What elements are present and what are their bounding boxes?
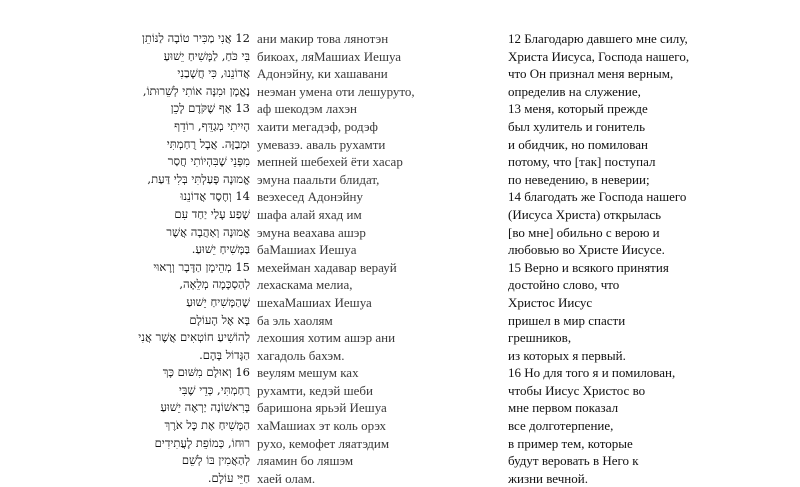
hebrew-line: הָיִיתִי מְגַדֵּף, רוֹדֵף [174, 118, 250, 133]
hebrew-line: 15 מְהֵימָן הַדָּבָר וְרָאוּי [153, 259, 250, 274]
hebrew-line: הַמָּשִׁיחַ אֶת כָּל אֹרֶךְ [164, 418, 250, 433]
hebrew-line: לְהַאֲמִין בּוֹ לְשֵׁם [181, 453, 250, 468]
hebrew-line: שֶׁהַמָּשִׁיחַ יֵשׁוּעַ [186, 294, 250, 309]
russian-line: жизни вечной. [508, 470, 588, 486]
transliteration-line: баМашиах Иешуа [257, 242, 357, 258]
transliteration-line: мехейман хадавар верауй [257, 259, 397, 275]
russian-line: и обидчик, но помилован [508, 136, 648, 152]
russian-line: 13 меня, который прежде [508, 101, 648, 117]
transliteration-line: ляамин бо ляшэм [257, 453, 354, 469]
transliteration-line: хаити мегадэф, родэф [257, 118, 378, 134]
russian-line: Христос Иисус [508, 294, 593, 310]
transliteration-column [257, 30, 467, 487]
hebrew-line: אֲדוֹנֵנוּ, כִּי חֲשָׁבַנִי [177, 66, 250, 81]
transliteration-line: лехаскама мелиа, [257, 277, 353, 293]
hebrew-line: רֻחַמְתִּי, כְּדֵי שֶׁבִּי [178, 382, 250, 397]
russian-line: Христа Иисуса, Господа нашего, [508, 48, 690, 64]
russian-line: 14 благодать же Господа нашего [508, 189, 687, 205]
hebrew-line: בַּמָּשִׁיחַ יֵשׁוּעַ. [191, 242, 250, 257]
russian-line: любовью во Христе Иисусе. [508, 242, 665, 258]
transliteration-line: баришона ярьэй Иешуа [257, 400, 387, 416]
hebrew-line: מִפְּנֵי שֶׁבִּהְיוֹתִי חֲסַר [167, 154, 250, 169]
hebrew-line: נֶאֱמָן וּמִנָּה אוֹתִי לְשֵׁרוּתוֹ, [142, 83, 250, 98]
russian-line: будут веровать в Него к [508, 453, 639, 469]
russian-line: пришел в мир спасти [508, 312, 626, 328]
russian-line: чтобы Иисус Христос во [508, 382, 646, 398]
transliteration-line: бикоах, ляМашиах Иешуа [257, 48, 402, 64]
hebrew-line: 14 וְחֶסֶד אֲדוֹנֵנוּ [180, 189, 250, 204]
transliteration-line: хаей олам. [257, 470, 316, 486]
transliteration-line: ани макир това лянотэн [257, 31, 389, 46]
transliteration-line: веэхесед Адонэйну [257, 189, 364, 205]
transliteration-line: аф шекодэм лахэн [257, 101, 358, 117]
transliteration-line: хаМашиах эт коль орэх [257, 418, 386, 434]
russian-line: 15 Верно и всякого принятия [508, 259, 669, 275]
hebrew-line: 16 וְאוּלָם מִשּׁוּם כָּךְ [162, 365, 250, 380]
russian-line: грешников, [508, 330, 572, 346]
hebrew-line: לְהוֹשִׁיעַ חוֹטְאִים אֲשֶׁר אֲנִי [138, 330, 250, 345]
transliteration-line: умевазэ. аваль рухамти [257, 136, 386, 152]
hebrew-line: אֱמוּנָה וְאַהֲבָה אֲשֶׁר [166, 224, 250, 239]
hebrew-line: בָּא אֶל הָעוֹלָם [189, 312, 250, 327]
russian-line: что Он признал меня верным, [508, 66, 674, 82]
russian-line: 16 Но для того я и помилован, [508, 365, 676, 381]
transliteration-line: эмуна веахава ашэр [257, 224, 366, 240]
russian-line: из которых я первый. [508, 347, 626, 363]
hebrew-line: 12 אֲנִי מַכִּיר טוֹבָה לַנּוֹתֵן [141, 31, 250, 45]
hebrew-line: חַיֵּי עוֹלָם. [207, 470, 250, 485]
transliteration-line: неэман умена оти лешуруто, [257, 83, 415, 99]
transliteration-line: шехаМашиах Иешуа [257, 294, 372, 310]
hebrew-line: לְהַסְכָּמָה מְלֵאָה, [179, 277, 250, 292]
transliteration-line: хагадоль бахэм. [257, 347, 345, 363]
transliteration-line: мепней шебехей ёти хасар [257, 154, 403, 170]
russian-line: [во мне] обильно с верою и [508, 224, 660, 240]
russian-line: в пример тем, которые [508, 435, 633, 451]
transliteration-line: ба эль хаолям [257, 312, 333, 328]
transliteration-line: веулям мешум ках [257, 365, 359, 381]
hebrew-line: רוּחוֹ, כְּמוֹפֵת לָעֲתִידִים [154, 435, 250, 450]
transliteration-line: Адонэйну, ки хашавани [257, 66, 388, 82]
hebrew-line: וּמְבַזֶּה. אֲבָל רֻחַמְתִּי [166, 136, 250, 151]
transliteration-line: рухо, кемофет ляатэдим [257, 435, 390, 451]
hebrew-column [108, 30, 250, 487]
transliteration-line: эмуна паальти блидат, [257, 171, 380, 187]
russian-line: 12 Благодарю давшего мне силу, [508, 31, 688, 46]
russian-column [508, 30, 788, 487]
transliteration-line: лехошия хотим ашэр ани [257, 330, 396, 346]
hebrew-line: אֱמוּנָה פָּעַלְתִּי בְּלִי דַּעַת, [147, 171, 250, 186]
russian-line: достойно слово, что [508, 277, 620, 293]
hebrew-line: בִּי כֹּחַ, לַמָּשִׁיחַ יֵשׁוּעַ [163, 48, 250, 63]
russian-line: определив на служение, [508, 83, 641, 99]
hebrew-line: 13 אַף שֶׁקֹּדֶם לָכֵן [170, 101, 250, 116]
russian-line: потому, что [так] поступал [508, 154, 656, 170]
russian-line: (Иисуса Христа) открылась [508, 206, 662, 222]
hebrew-line: שָׁפַע עָלַי יַחַד עִם [174, 206, 250, 221]
transliteration-line: шафа алай яхад им [257, 206, 362, 222]
russian-line: мне первом показал [508, 400, 619, 416]
hebrew-line: הַגָּדוֹל בָּהֶם. [199, 347, 250, 362]
russian-line: был хулитель и гонитель [508, 118, 646, 134]
russian-line: все долготерпение, [508, 418, 614, 434]
russian-line: по неведению, в неверии; [508, 171, 650, 187]
transliteration-line: рухамти, кедэй шеби [257, 382, 373, 398]
hebrew-line: בָּרִאשׁוֹנָה יַרְאֶה יֵשׁוּעַ [160, 400, 250, 415]
